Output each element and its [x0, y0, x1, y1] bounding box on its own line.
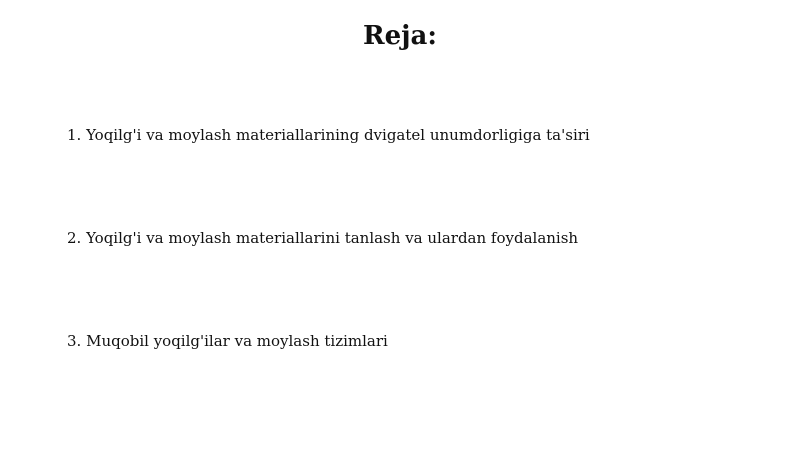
- plan-item-1: 1. Yoqilg'i va moylash materiallarining dvigatel unumdorligiga ta'siri: [67, 126, 590, 144]
- plan-item-2: 2. Yoqilg'i va moylash materiallarini tanlash va ulardan foydalanish: [67, 229, 579, 247]
- plan-item-3: 3. Muqobil yoqilg'ilar va moylash tizimlari: [67, 332, 388, 350]
- slide-title: Reja:: [362, 21, 437, 51]
